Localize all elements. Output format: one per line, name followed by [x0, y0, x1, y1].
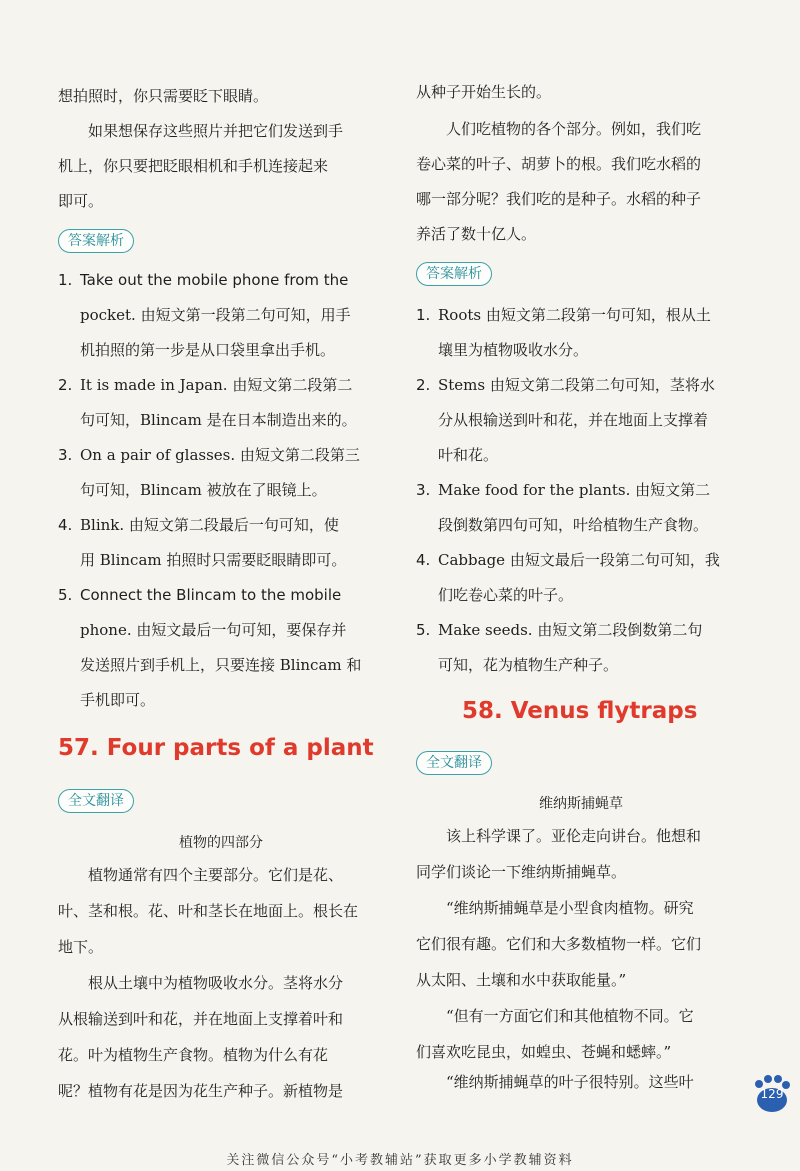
translation-title: 植物的四部分 [179, 835, 263, 851]
paragraph-line: “维纳斯捕蝇草的叶子很特别。这些叶 [446, 1073, 694, 1091]
answer-line: Make food for the plants. 由短文第二 [438, 481, 711, 499]
answer-line: Take out the mobile phone from the [80, 271, 349, 289]
footer-watermark-text: 关注微信公众号“小考教辅站”获取更多小学教辅资料 [226, 1153, 574, 1168]
paragraph-line: 机上，你只要把眨眼相机和手机连接起来 [58, 157, 329, 175]
paragraph-line: 从太阳、土壤和水中获取能量。” [416, 971, 627, 989]
answer-line: phone. 由短文最后一句可知，要保存并 [80, 621, 347, 639]
answer-line: 句可知，Blincam 是在日本制造出来的。 [80, 411, 357, 429]
answer-line: Stems 由短文第二段第二句可知，茎将水 [438, 376, 715, 394]
answer-line: Roots 由短文第二段第一句可知，根从土 [438, 306, 711, 324]
answer-line: Blink. 由短文第二段最后一句可知，使 [80, 516, 339, 534]
paragraph-line: “但有一方面它们和其他植物不同。它 [446, 1007, 694, 1025]
paragraph-line: 即可。 [58, 192, 104, 210]
paragraph-line: 卷心菜的叶子、胡萝卜的根。我们吃水稻的 [416, 155, 702, 173]
paragraph-line: 养活了数十亿人。 [416, 225, 537, 243]
answer-line: 段倒数第四句可知，叶给植物生产食物。 [438, 516, 709, 534]
answer-line: 分从根输送到叶和花，并在地面上支撑着 [438, 411, 709, 429]
answer-line: pocket. 由短文第一段第二句可知，用手 [80, 306, 351, 324]
page-number: 129 [760, 1087, 784, 1101]
translation-title: 维纳斯捕蝇草 [539, 796, 623, 812]
answer-item [58, 438, 384, 508]
paragraph-line: 地下。 [58, 938, 104, 956]
answer-line: 用 Blincam 拍照时只需要眨眼睛即可。 [80, 551, 347, 569]
answer-line: On a pair of glasses. 由短文第二段第三 [80, 446, 360, 464]
answer-line: 发送照片到手机上，只要连接 Blincam 和 [80, 656, 362, 674]
paragraph-line: “维纳斯捕蝇草是小型食肉植物。研究 [446, 899, 694, 917]
answer-line: 壤里为植物吸收水分。 [438, 341, 589, 359]
paragraph-line: 叶、茎和根。花、叶和茎长在地面上。根长在 [58, 902, 359, 920]
full-translation-badge: 全文翻译 [58, 789, 134, 813]
answer-line: 机拍照的第一步是从口袋里拿出手机。 [80, 341, 336, 359]
answer-item [416, 613, 746, 683]
answer-item [416, 473, 746, 543]
answer-analysis-badge: 答案解析 [416, 262, 492, 286]
answer-number: 4. [416, 551, 431, 569]
answer-number: 5. [58, 586, 73, 604]
answer-item [58, 263, 384, 368]
paragraph-line: 同学们谈论一下维纳斯捕蝇草。 [416, 863, 627, 881]
answer-item [58, 578, 384, 718]
section-title-58: 58. Venus flytraps [462, 698, 698, 724]
answer-number: 2. [58, 376, 73, 394]
paragraph-line: 它们很有趣。它们和大多数植物一样。它们 [416, 935, 702, 953]
answer-number: 1. [58, 271, 73, 289]
answer-number: 5. [416, 621, 431, 639]
answer-number: 3. [416, 481, 431, 499]
answer-item [416, 543, 746, 613]
paragraph-line: 根从土壤中为植物吸收水分。茎将水分 [88, 974, 344, 992]
paragraph-line: 哪一部分呢？我们吃的是种子。水稻的种子 [416, 190, 702, 208]
paragraph-line: 从根输送到叶和花，并在地面上支撑着叶和 [58, 1010, 344, 1028]
paragraph-line: 从种子开始生长的。 [416, 83, 552, 101]
answer-line: Connect the Blincam to the mobile [80, 586, 342, 604]
answer-line: 叶和花。 [438, 446, 499, 464]
answer-number: 4. [58, 516, 73, 534]
answer-line: It is made in Japan. 由短文第二段第二 [80, 376, 353, 394]
answer-number: 1. [416, 306, 431, 324]
answer-line: Cabbage 由短文最后一段第二句可知，我 [438, 551, 720, 569]
paragraph-line: 该上科学课了。亚伦走向讲台。他想和 [446, 827, 702, 845]
paragraph-line: 植物通常有四个主要部分。它们是花、 [88, 866, 344, 884]
paragraph-line: 人们吃植物的各个部分。例如，我们吃 [446, 120, 702, 138]
answer-item [416, 298, 746, 368]
answer-analysis-badge: 答案解析 [58, 229, 134, 253]
answer-number: 3. [58, 446, 73, 464]
full-translation-badge: 全文翻译 [416, 751, 492, 775]
answer-line: 手机即可。 [80, 691, 156, 709]
answer-line: Make seeds. 由短文第二段倒数第二句 [438, 621, 703, 639]
answer-item [58, 368, 384, 438]
answer-line: 可知，花为植物生产种子。 [438, 656, 619, 674]
paragraph-line: 呢？植物有花是因为花生产种子。新植物是 [58, 1082, 344, 1100]
answer-item [58, 508, 384, 578]
answer-line: 们吃卷心菜的叶子。 [438, 586, 574, 604]
answer-number: 2. [416, 376, 431, 394]
answer-item [416, 368, 746, 473]
section-title-57: 57. Four parts of a plant [58, 735, 374, 761]
paragraph-line: 如果想保存这些照片并把它们发送到手 [88, 122, 344, 140]
paragraph-line: 想拍照时，你只需要眨下眼睛。 [58, 87, 269, 105]
paragraph-line: 们喜欢吃昆虫，如蝗虫、苍蝇和蟋蟀。” [416, 1043, 672, 1061]
paragraph-line: 花。叶为植物生产食物。植物为什么有花 [58, 1046, 329, 1064]
answer-line: 句可知，Blincam 被放在了眼镜上。 [80, 481, 327, 499]
